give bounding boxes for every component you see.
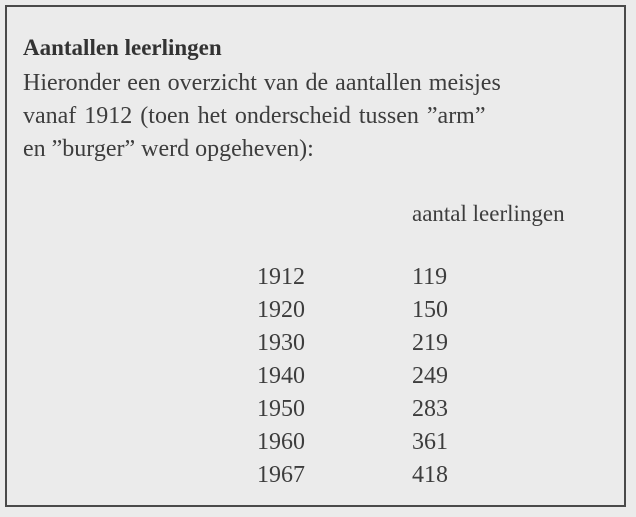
year-cell: 1967 xyxy=(257,462,305,488)
intro-text-line: Hieronder een overzicht van de aantallen meisjes xyxy=(23,70,501,96)
year-cell: 1920 xyxy=(257,297,305,323)
intro-text-line: en ”burger” werd opgeheven): xyxy=(23,136,314,162)
year-cell: 1950 xyxy=(257,396,305,422)
intro-text-line: vanaf 1912 (toen het onderscheid tussen ”arm” xyxy=(23,103,486,129)
table-row xyxy=(0,295,636,328)
table-row xyxy=(0,262,636,295)
count-cell: 119 xyxy=(412,264,448,290)
column-header-count: aantal leerlingen xyxy=(412,201,565,226)
year-cell: 1940 xyxy=(257,363,305,389)
table-row xyxy=(0,361,636,394)
year-cell: 1912 xyxy=(257,264,305,290)
count-cell: 361 xyxy=(412,429,448,455)
table-row xyxy=(0,328,636,361)
table-row xyxy=(0,427,636,460)
table-row xyxy=(0,460,636,493)
count-cell: 249 xyxy=(412,363,448,389)
year-cell: 1930 xyxy=(257,330,305,356)
count-cell: 150 xyxy=(412,297,448,323)
student-count-table xyxy=(0,262,636,493)
document-title: Aantallen leerlingen xyxy=(23,35,222,60)
count-cell: 283 xyxy=(412,396,448,422)
year-cell: 1960 xyxy=(257,429,305,455)
count-cell: 219 xyxy=(412,330,448,356)
table-row xyxy=(0,394,636,427)
count-cell: 418 xyxy=(412,462,448,488)
